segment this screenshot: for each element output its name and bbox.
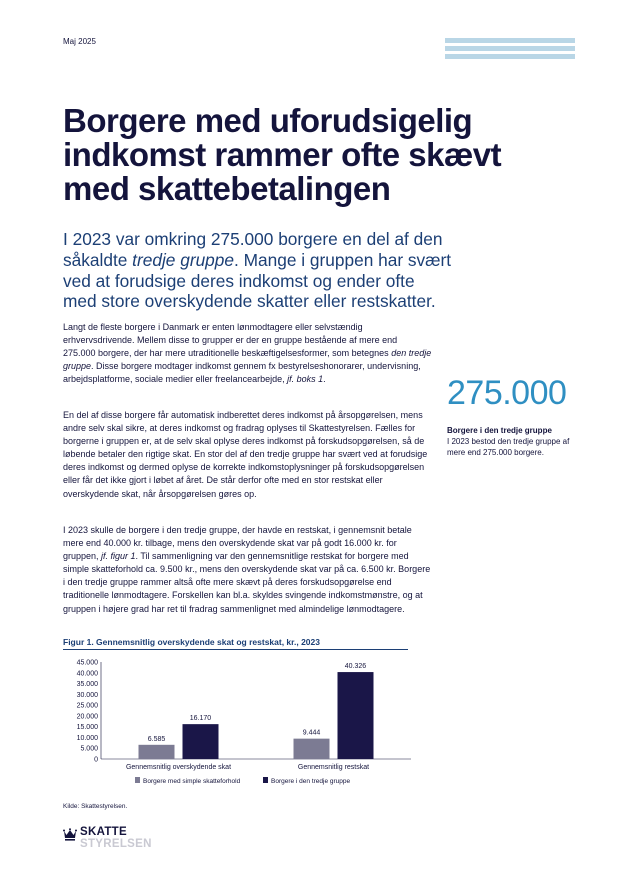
y-tick-label: 20.000	[76, 713, 98, 721]
bar	[338, 672, 374, 759]
body-text: .	[323, 374, 326, 385]
bar	[183, 724, 219, 759]
sidebar-text: I 2023 bestod den tredje gruppe af mere end 275.000 borgere.	[447, 437, 570, 457]
document-date: Maj 2025	[63, 37, 96, 46]
header-stripe	[445, 54, 575, 59]
legend-swatch	[263, 777, 268, 783]
page-title: Borgere med uforudsigelig indkomst rammer ofte skævt med skattebetalingen	[63, 102, 502, 207]
logo-wordmark-line1: SKATTE	[80, 826, 127, 838]
y-tick-label: 5.000	[80, 745, 98, 753]
figure-reference-link[interactable]: jf. figur 1	[101, 551, 136, 562]
x-tick-label: Gennemsnitlig restskat	[297, 764, 370, 771]
body-paragraph-2: En del af disse borgere får automatisk indberettet deres indkomst på årsopgørelsen, mens andre selv skal sikre, at deres indkomst og fradrag oplyses til Skattestyrelsen. Fælles for borgerne i gruppen er, at de selv skal oplyse deres indkomst på forskudsopgørelsen, så de løbende betaler den rigtige skat. En stor del af den tredje gruppe har svært ved at forudsige deres indkomst og dermed oplyse de korrekte indkomstoplysninger på forskudsopgørelsen eller får det ikke gjort i løbet af året. De står derfor ofte med en stor restskat eller overskydende skat, når årsopgørelsen gøres op.	[63, 410, 428, 499]
legend-swatch	[135, 777, 140, 783]
y-tick-label: 10.000	[76, 734, 98, 742]
lead-paragraph	[63, 229, 453, 312]
lead-text: . Mange i gruppen har svært ved at forudsige deres indkomst og ender ofte med store overskydende skatter eller restskatter.	[63, 249, 452, 312]
figure-rule	[63, 649, 408, 650]
body-emphasis: den tredje gruppe	[63, 348, 432, 372]
lead-text: I 2023 var omkring 275.000 borgere en del af den såkaldte	[63, 229, 443, 270]
legend-label: Borgere med simple skatteforhold	[143, 778, 241, 785]
figure-title: Figur 1. Gennemsnitlig overskydende skat og restskat, kr., 2023	[63, 637, 320, 647]
sidebar-heading: Borgere i den tredje gruppe	[447, 426, 552, 435]
data-label: 9.444	[302, 729, 321, 737]
bar-chart	[55, 652, 415, 797]
data-label: 6.585	[147, 735, 166, 743]
header-stripes	[445, 38, 575, 62]
sidebar-big-number: 275.000	[447, 374, 567, 412]
legend-label: Borgere i den tredje gruppe	[271, 778, 351, 785]
y-tick-label: 25.000	[76, 702, 98, 710]
bar	[294, 739, 330, 759]
lead-emphasis: tredje gruppe	[132, 249, 235, 270]
header-stripe	[445, 46, 575, 51]
body-paragraph-3	[63, 524, 432, 616]
x-tick-label: Gennemsnitlig overskydende skat	[125, 764, 232, 771]
body-paragraph-1	[63, 321, 432, 386]
body-text: I 2023 skulle de borgere i den tredje gruppe, der havde en restskat, i gennemsnit betale mere end 40.000 kr. tilbage, mens den overskydende skat var på godt 16.000 kr. for gruppen,	[63, 525, 412, 562]
y-tick-label: 0	[94, 756, 98, 764]
body-text: . Disse borgere modtager indkomst gennem fx bestyrelseshonorarer, undervisning, arbejdsplatforme, sociale medier eller freelancearbejde,	[63, 361, 421, 385]
crown-logo-icon	[63, 827, 77, 841]
y-tick-label: 30.000	[76, 691, 98, 699]
data-label: 40.326	[344, 663, 367, 671]
source-note: Kilde: Skattestyrelsen.	[63, 803, 128, 810]
bar	[139, 745, 175, 759]
body-text: . Til sammenligning var den gennemsnitlige restskat for borgere med simple skatteforhold ca. 9.500 kr., mens den overskydende skat var på ca. 6.500 kr. Borgere i den tredje gruppe rammer altså ofte mere skævt på deres forskudsopgørelse end traditionelle lønmodtagere. Forskellen kan bl.a. skyldes svingende indkomstmønstre, og at gruppen i højere grad har ret til fradrag sammenlignet med almindelige lønmodtagere.	[63, 551, 431, 614]
data-label: 16.170	[189, 715, 212, 723]
y-tick-label: 15.000	[76, 724, 98, 732]
y-tick-label: 45.000	[76, 659, 98, 667]
y-tick-label: 40.000	[76, 670, 98, 678]
box-reference-link[interactable]: jf. boks 1	[287, 374, 324, 385]
header-stripe	[445, 38, 575, 43]
body-text: Langt de fleste borgere i Danmark er enten lønmodtagere eller selvstændig erhvervsdrivende. Mellem disse to grupper er der en gruppe bestående af mere end 275.000 borgere, der har mere utraditionelle beskæftigelsesformer, som betegnes	[63, 322, 398, 359]
logo-wordmark-line2: STYRELSEN	[80, 838, 152, 850]
y-tick-label: 35.000	[76, 681, 98, 689]
